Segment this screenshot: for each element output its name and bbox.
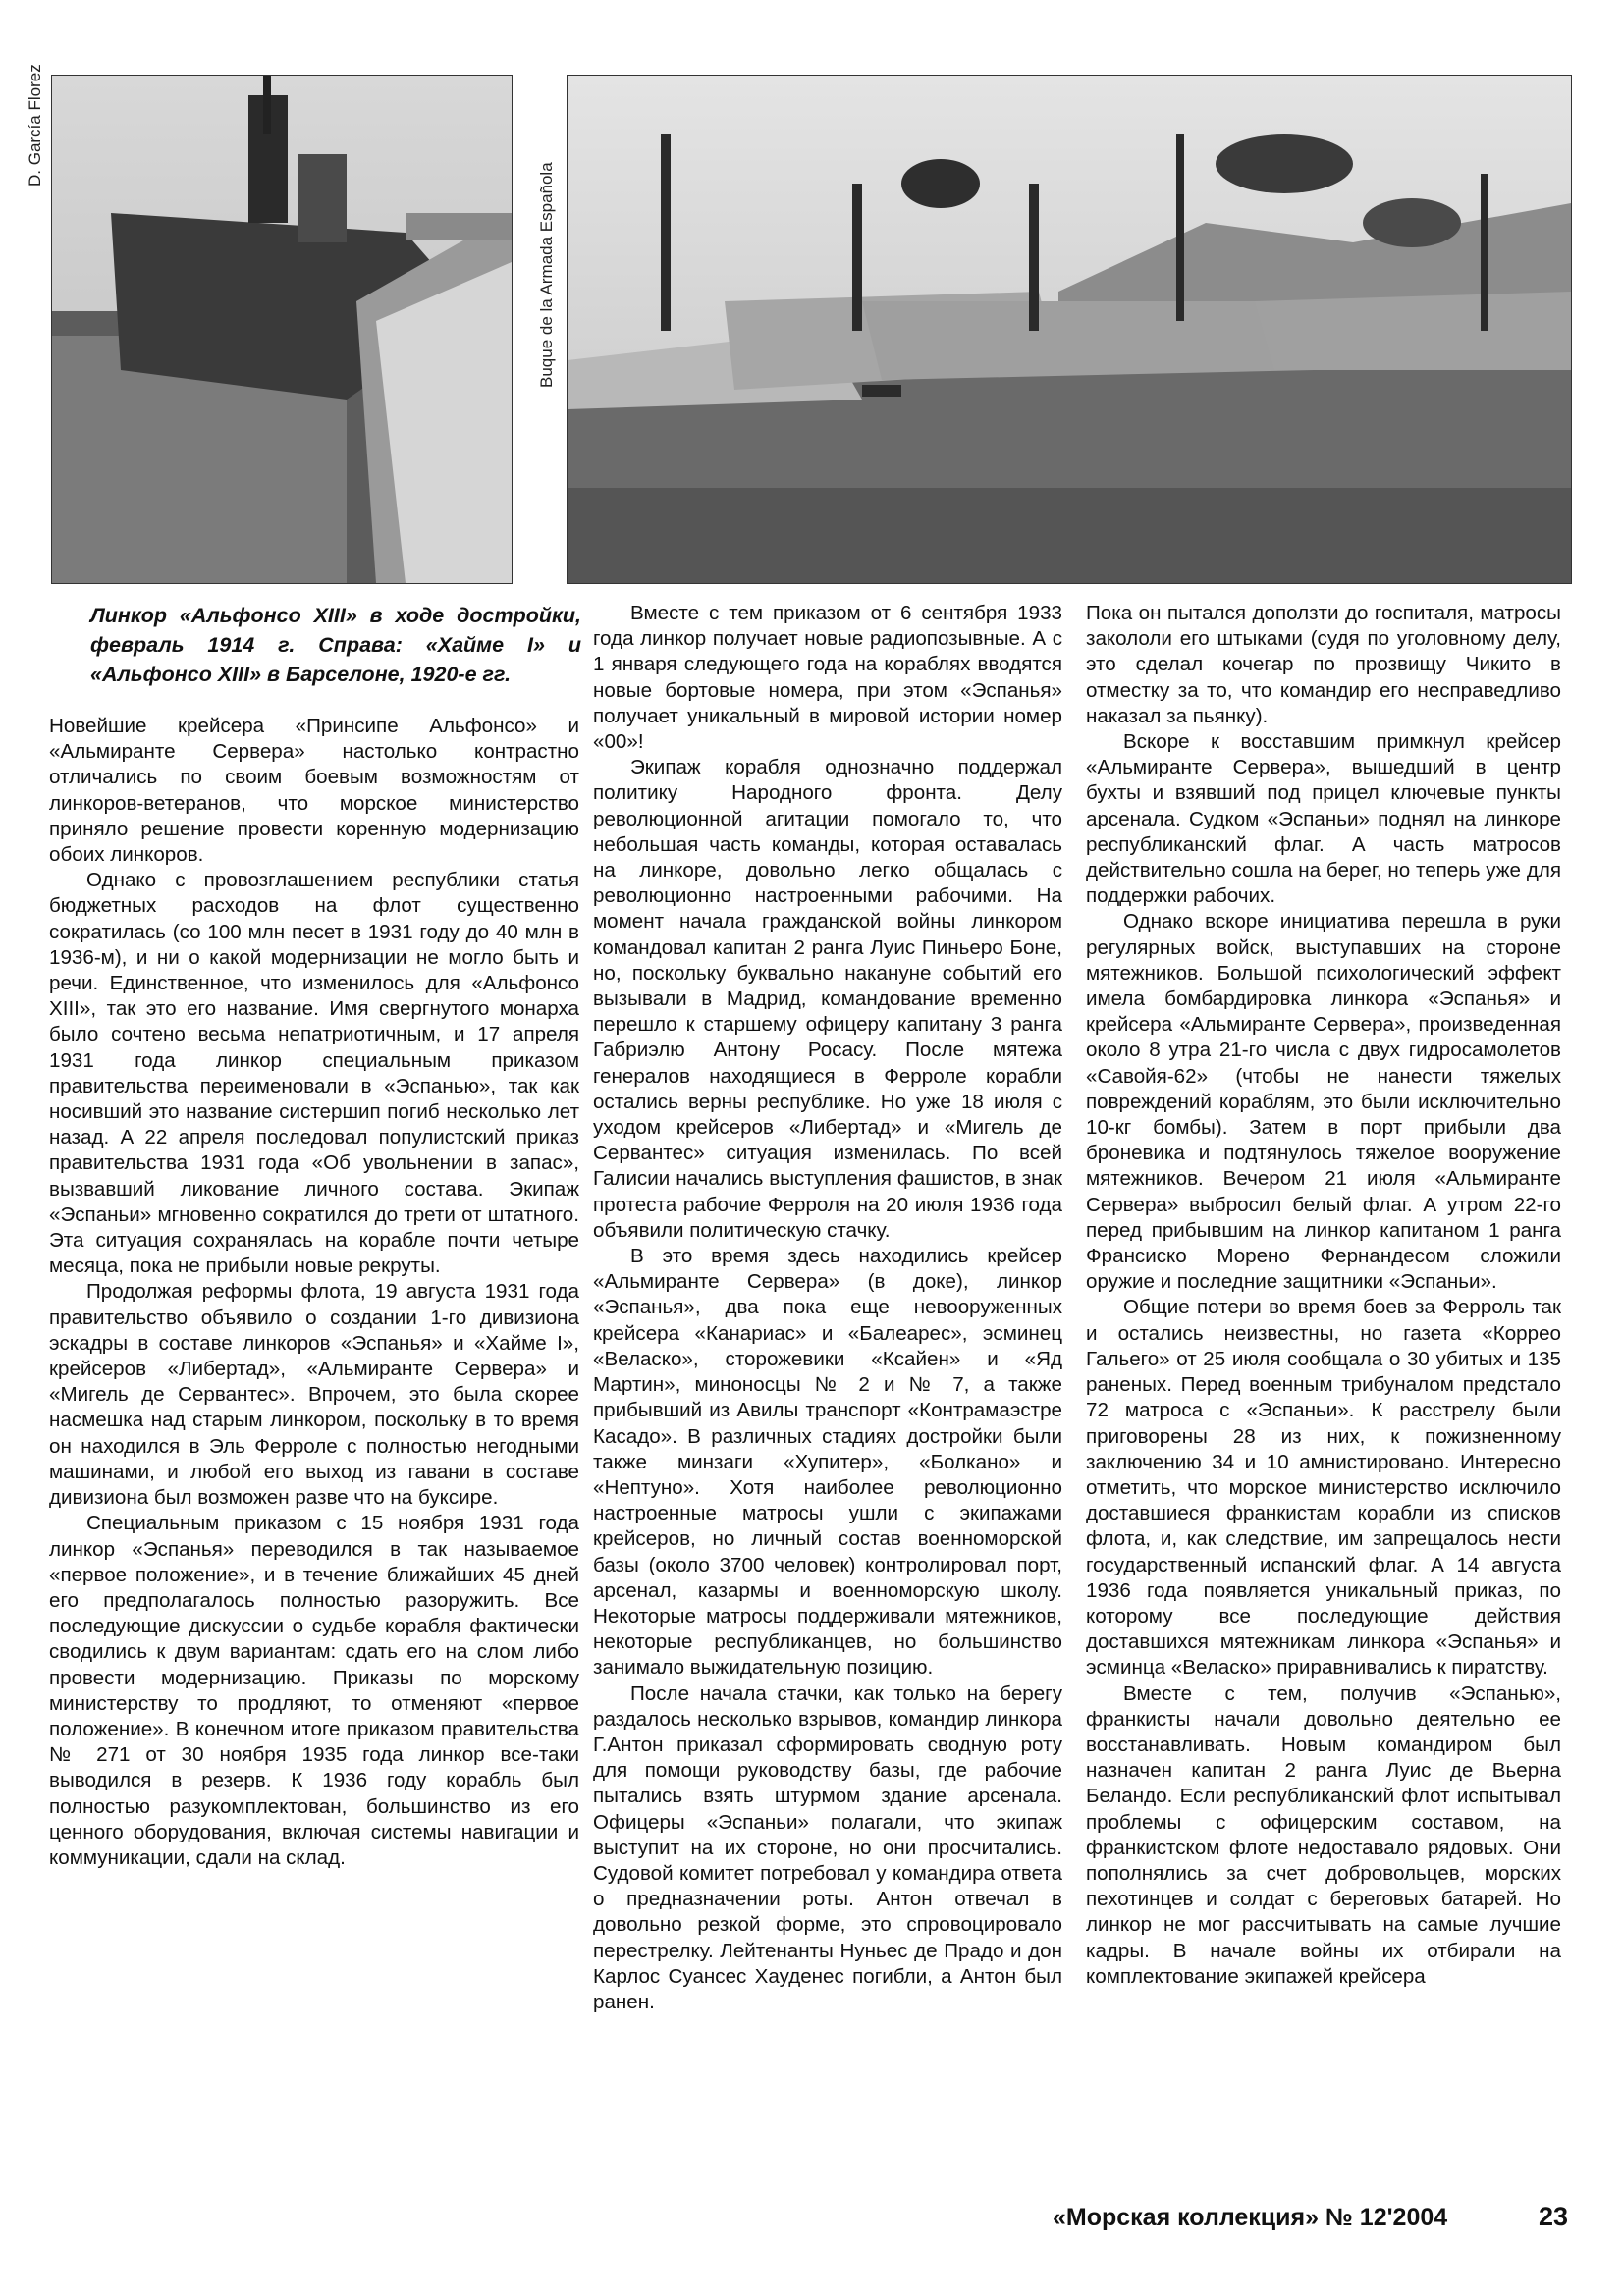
paragraph: Вместе с тем приказом от 6 сентября 1933 года линкор получает новые радиопозывные. А с 1 января следующего года на кораблях вводятся новые бортовые номера, при этом «Эспанья» получает уникальный в мировой истории номер «00»! — [593, 602, 1062, 754]
article-column-3 — [1086, 601, 1561, 1990]
paragraph: Пока он пытался доползти до госпиталя, матросы закололи его штыками (судя по уголовному делу, это сделал кочегар по прозвищу Чикито в отместку за то, что командир его несправедливо наказал за пьянку). — [1086, 602, 1561, 727]
photo-left-image — [52, 76, 512, 583]
paragraph: Вместе с тем, получив «Эспанью», франкисты начали довольно деятельно ее восстанавливать. Новым командиром был назначен капитан 2 ранга Луис де Вьерна Беландо. Если республиканский флот испытывал проблемы с офицерским составом, на франкистском флоте недоставало рядовых. Они пополнялись за счет добровольцев, морских пехотинцев и солдат с береговых батарей. Но линкор не мог рассчитывать на самые лучшие кадры. В начале войны их отбирали на комплектование экипажей крейсера — [1086, 1682, 1561, 1988]
footer-magazine-title: «Морская коллекция» № 12'2004 — [1053, 2204, 1448, 2231]
photo-right-credit: Buque de la Armada Española — [537, 162, 556, 388]
paragraph: Специальным приказом с 15 ноября 1931 года линкор «Эспанья» переводился в так называемое «первое положение», и в течение ближайших 45 дней его предполагалось полностью разоружить. Все последующие дискуссии о судьбе корабля фактически сводились к двум вариантам: сдать его на слом либо провести модернизацию. Приказы по морскому министерству то продляют, то отменяют «первое положение». В конечном итоге приказом правительства № 271 от 30 ноября 1935 года линкор все-таки выводился в резерв. К 1936 году корабль был полностью разукомплектован, большинство из его ценного оборудования, включая системы навигации и коммуникации, сдали на склад. — [49, 1512, 579, 1869]
photo-left-credit: D. García Florez — [26, 64, 44, 187]
article-column-1 — [49, 714, 579, 1871]
photo-right-battleships — [567, 75, 1572, 584]
page-number: 23 — [1539, 2202, 1569, 2231]
paragraph: Однако вскоре инициатива перешла в руки регулярных войск, выступавших на стороне мятежников. Большой психологический эффект имела бомбардировка линкора «Эспанья» и крейсера «Альмиранте Сервера», произведенная около 8 утра 21-го числа с двух гидросамолетов «Савойя-62» (чтобы не нанести тяжелых повреждений кораблям, это были исключительно 10-кг бомбы). Затем в порт прибыли два броневика и подтянулось тяжелое вооружение мятежников. Вечером 21 июля «Альмиранте Сервера» выбросил белый флаг. А утром 22-го перед прибывшим на линкор капитаном 1 ранга Франсиско Морено Фернандесом сложили оружие и последние защитники «Эспаньи». — [1086, 910, 1561, 1294]
photo-left-battleship — [51, 75, 513, 584]
paragraph: Вскоре к восставшим примкнул крейсер «Альмиранте Сервера», вышедший в центр бухты и взявший под прицел ключевые пункты арсенала. Судком «Эспаньи» поднял на линкоре республиканский флаг. А часть матросов действительно сошла на берег, но теперь уже для поддержки рабочих. — [1086, 730, 1561, 908]
paragraph: В это время здесь находились крейсер «Альмиранте Сервера» (в доке), линкор «Эспанья», два пока еще невооруженных крейсера «Канариас» и «Балеарес», эсминец «Веласко», сторожевики «Ксайен» и «Яд Мартин», миноносцы № 2 и № 7, а также прибывший из Авилы транспорт «Контрамаэстре Касадо». В различных стадиях достройки были также минзаги «Хупитер», «Болкано» и «Нептуно». Хотя наиболее революционно настроенные матросы ушли с экипажами крейсеров, но личный состав военноморской базы (около 3700 человек) контролировал порт, арсенал, казармы и военноморскую школу. Некоторые матросы поддерживали мятежников, некоторые республиканцев, но большинство занимало выжидательную позицию. — [593, 1245, 1062, 1680]
paragraph: После начала стачки, как только на берегу раздалось несколько взрывов, командир линкора Г.Антон приказал сформировать сводную роту для помощи руководству базы, где рабочие пытались взять штурмом здание арсенала. Офицеры «Эспаньи» полагали, что экипаж выступит на их стороне, но они просчитались. Судовой комитет потребовал у командира ответа о предназначении роты. Антон отвечал в довольно резкой форме, это спровоцировало перестрелку. Лейтенанты Нуньес де Прадо и дон Карлос Суансес Хауденес погибли, а Антон был ранен. — [593, 1682, 1062, 2013]
photo-right-image — [568, 76, 1571, 583]
paragraph: Общие потери во время боев за Ферроль так и остались неизвестны, но газета «Коррео Гальего» от 25 июля сообщала о 30 убитых и 135 раненых. Перед военным трибуналом предстало 72 матроса с «Эспаньи». К расстрелу были приговорены 28 из них, к пожизненному заключению 34 и 10 амнистировано. Интересно отметить, что морское министерство исключило доставшиеся франкистам корабли из списков флота, и, как следствие, им запрещалось нести государственный испанский флаг. А 14 августа 1936 года появляется уникальный приказ, по которому все последующие действия доставшихся мятежникам линкора «Эспанья» и эсминца «Веласко» приравнивались к пиратству. — [1086, 1296, 1561, 1680]
article-column-2 — [593, 601, 1062, 2015]
paragraph: Новейшие крейсера «Принсипе Альфонсо» и «Альмиранте Сервера» настолько контрастно отличались по своим боевым возможностям от линкоров-ветеранов, что морское министерство приняло решение провести коренную модернизацию обоих линкоров. — [49, 715, 579, 867]
paragraph: Однако с провозглашением республики статья бюджетных расходов на флот существенно сократилась (со 100 млн песет в 1931 году до 40 млн в 1936-м), и ни о какой модернизации не могло быть и речи. Единственное, что изменилось для «Альфонсо XIII», так это его название. Имя свергнутого монарха было сочтено весьма непатриотичным, и 17 апреля 1931 года линкор специальным приказом правительства переименовали в «Эспанью», так как носивший это название систершип погиб несколько лет назад. А 22 апреля последовал популистский приказ правительства 1931 года «Об увольнении в запас», вызвавший ликование личного состава. Экипаж «Эспаньи» мгновенно сократился до трети от штатного. Эта ситуация сохранялась на корабле почти четыре месяца, пока не прибыли новые рекруты. — [49, 869, 579, 1278]
paragraph: Экипаж корабля однозначно поддержал политику Народного фронта. Делу революционной агитации помогало то, что небольшая часть команды, которая оставалась на линкоре, довольно легко общалась с революционно настроенными рабочими. На момент начала гражданской войны линкором командовал капитан 2 ранга Луис Пиньеро Боне, но, поскольку буквально накануне событий его вызывали в Мадрид, командование временно перешло к старшему офицеру капитану 3 ранга Габриэлю Антону Росасу. После мятежа генералов находящиеся в Ферроле корабли остались верны республике. Но уже 18 июля с уходом крейсеров «Либертад» и «Мигель де Сервантес» ситуация изменилась. По всей Галисии начались выступления фашистов, в знак протеста рабочие Ферроля на 20 июля 1936 года объявили политическую стачку. — [593, 756, 1062, 1242]
photo-caption: Линкор «Альфонсо XIII» в ходе достройки, февраль 1914 г. Справа: «Хайме I» и «Альфонсо XIII» в Барселоне, 1920-е гг. — [90, 604, 581, 686]
paragraph: Продолжая реформы флота, 19 августа 1931 года правительство объявило о создании 1-го дивизиона эскадры в составе линкоров «Эспанья» и «Хайме I», крейсеров «Либертад», «Альмиранте Сервера» и «Мигель де Сервантес». Впрочем, это была скорее насмешка над старым линкором, поскольку в то время он находился в Эль Ферроле с полностью негодными машинами, и любой его выход из гавани в составе дивизиона был возможен разве что на буксире. — [49, 1280, 579, 1510]
